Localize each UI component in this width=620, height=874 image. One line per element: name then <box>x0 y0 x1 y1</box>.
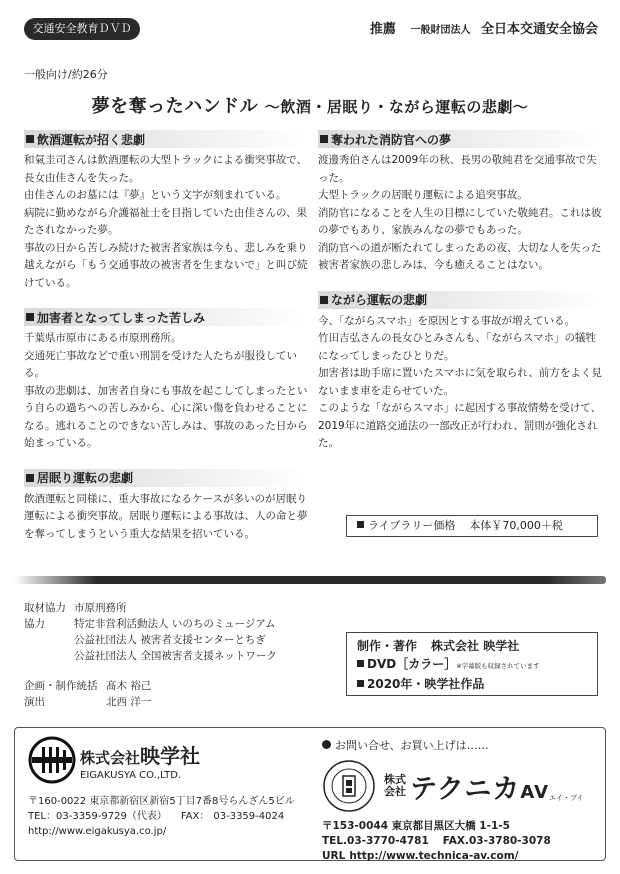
section-heading-text: ながら運転の悲劇 <box>331 293 428 307</box>
price-value: 本体￥70,000＋税 <box>469 519 563 532</box>
paragraph: 千葉県市原市にある市原刑務所。 <box>24 332 182 344</box>
credit-label-spacer <box>24 648 74 664</box>
square-bullet-icon <box>357 680 364 687</box>
paragraph: 飲酒運転と同様に、重大事故になるケースが多いのが居眠り運転による衝突事故。居眠り運転による事故は、人の命と夢を奪ってしまうという重大な結果を招いている。 <box>24 492 308 540</box>
credit-value: 公益社団法人 全国被害者支援ネットワーク <box>74 650 277 662</box>
production-maker <box>357 637 587 655</box>
production-maker-label: 制作・著作 <box>357 639 418 653</box>
recommend-label: 推薦 <box>369 22 396 37</box>
paragraph: 由佳さんのお墓には『夢』という文字が刻まれている。 <box>24 189 287 201</box>
technica-block <box>322 737 602 864</box>
eigakusya-logo-icon <box>28 736 76 784</box>
section-heading-distracted <box>318 291 602 309</box>
paragraph: 和氣圭司さんは飲酒運転の大型トラックによる衝突事故で、長女由佳さんを失った。 <box>24 154 308 184</box>
technica-av-reading: エイ・ブイ <box>549 794 584 802</box>
inquiry-text: お問い合せ、お買い上げは…… <box>335 739 489 752</box>
price-box <box>346 515 598 537</box>
technica-name-av: AV <box>520 781 550 803</box>
paragraph: 病院に勤めながら介護福祉士を目指していた由佳さんの、果たされなかった夢。 <box>24 206 308 236</box>
section-drowsy-driving <box>24 469 308 544</box>
technica-url[interactable]: http://www.technica-av.com/ <box>349 850 519 862</box>
square-bullet-icon <box>357 521 364 528</box>
credit-row <box>24 632 344 648</box>
eigakusya-name-prefix: 株式会社 <box>80 748 141 767</box>
paragraph: 今、「ながらスマホ」を原因とする事故が増えている。 <box>318 314 576 327</box>
eigakusya-phone-line <box>28 809 318 824</box>
bullet-circle-icon <box>322 740 331 749</box>
credit-label: 取材協力 <box>24 602 66 614</box>
format-note: ※字幕版も収録されています <box>456 662 540 670</box>
section-distracted-driving <box>318 291 602 453</box>
section-heading-text: 加害者となってしまった苦しみ <box>37 310 206 325</box>
paragraph: 渡邊秀伯さんは2009年の秋、長男の敬純君を交通事故で失った。 <box>318 154 597 184</box>
paragraph: 消防官への道が断たれてしまったあの夜、大切な人を失った被害者家族の悲しみは、今も癒えることはない。 <box>318 241 602 271</box>
fax-label: FAX. <box>442 835 469 847</box>
section-drunk-driving <box>24 130 308 292</box>
technica-name-main: テクニカ <box>410 773 521 805</box>
credits <box>24 600 344 710</box>
year-text: 2020年・映学社作品 <box>367 677 485 691</box>
section-body <box>318 152 602 275</box>
eigakusya-name-main: 映学社 <box>140 743 201 768</box>
audience-duration: 一般向け/約26分 <box>24 68 108 81</box>
tel-label: TEL. <box>322 835 348 847</box>
price-label: ライブラリー価格 <box>368 519 456 532</box>
credit-label: 演出 <box>24 696 45 708</box>
square-bullet-icon <box>320 296 328 304</box>
credit-label: 協力 <box>24 618 45 630</box>
technica-phone-line <box>322 834 602 849</box>
format-text: DVD［カラー］ <box>367 657 457 671</box>
technica-tel: 03-3770-4781 <box>347 835 429 847</box>
fax-label: FAX： <box>180 811 210 822</box>
credit-row <box>24 616 344 632</box>
section-heading-text: 飲酒運転が招く悲劇 <box>37 132 146 147</box>
section-heading-firefighter <box>318 130 602 148</box>
paragraph: 消防官になることを人生の目標にしていた敬純君。これは彼の夢でもあり、家族みんなの夢でもあった。 <box>318 206 602 236</box>
credit-row <box>24 600 344 616</box>
section-body <box>24 330 308 453</box>
credit-row <box>24 694 344 710</box>
credit-label-spacer <box>24 632 74 648</box>
spacer <box>24 664 344 678</box>
eigakusya-address: 〒160-0022 東京都新宿区新宿5丁目7番8号らんざん5ビル <box>28 796 295 807</box>
technica-fax: 03-3780-3078 <box>468 835 551 847</box>
square-bullet-icon <box>320 135 328 143</box>
section-heading-offender <box>24 308 308 326</box>
section-heading-text: 居眠り運転の悲劇 <box>37 471 134 485</box>
section-body <box>24 152 308 292</box>
square-bullet-icon <box>26 135 34 143</box>
right-column <box>318 130 602 469</box>
technica-name <box>410 767 549 806</box>
credit-row <box>24 678 344 694</box>
eigakusya-fax: 03-3359-4024 <box>213 811 285 822</box>
section-heading-drowsy <box>24 469 308 487</box>
paragraph: 事故の悲劇は、加害者自身にも事故を起こしてしまったという自らの過ちへの苦しみから、心に深い傷を負わせることになる。逃れることのできない苦しみは、事故のあった日から始まっている。 <box>24 384 308 449</box>
page-title <box>0 92 620 118</box>
production-box <box>346 632 598 696</box>
credit-value: 髙木 裕己 <box>106 680 152 692</box>
paragraph: 加害者は助手席に置いたスマホに気を取られ、前方をよく見ないまま車を走らせていた。 <box>318 367 602 397</box>
technica-kabu <box>384 774 406 798</box>
recommend-org: 全日本交通安全協会 <box>480 22 598 37</box>
inquiry-line <box>322 737 602 753</box>
credit-value: 特定非営利活動法人 いのちのミュージアム <box>74 618 276 630</box>
credit-value: 公益社団法人 被害者支援センターとちぎ <box>74 634 266 646</box>
section-firefighter-dream <box>318 130 602 275</box>
square-bullet-icon <box>26 474 34 482</box>
section-offender-suffering <box>24 308 308 453</box>
recommend-org-type: 一般財団法人 <box>410 25 471 36</box>
production-format <box>357 655 587 675</box>
eigakusya-name-en: EIGAKUSYA CO.,LTD. <box>80 769 182 781</box>
technica-kabu-line1: 株式 <box>384 773 406 786</box>
eigakusya-tel: 03-3359-9729（代表） <box>56 811 167 822</box>
square-bullet-icon <box>357 660 364 667</box>
section-heading-text: 奪われた消防官への夢 <box>331 132 452 147</box>
divider-bar <box>14 576 606 584</box>
credit-value: 北西 洋一 <box>106 696 152 708</box>
square-bullet-icon <box>26 313 34 321</box>
eigakusya-name-wrap <box>80 740 200 781</box>
paragraph: 竹田吉弘さんの長女ひとみさんも、「ながらスマホ」の犠牲になってしまったひとりだ。 <box>318 332 597 362</box>
technica-emblem-icon <box>322 759 376 813</box>
tel-label: TEL： <box>28 811 56 822</box>
credit-value: 市原刑務所 <box>74 602 127 614</box>
production-year <box>357 675 587 693</box>
section-heading-drunk-driving <box>24 130 308 148</box>
section-body <box>24 491 308 544</box>
technica-url-line <box>322 849 602 864</box>
technica-address: 〒153-0044 東京都目黒区大橋 1-1-5 <box>322 820 510 832</box>
paragraph: 大型トラックの居眠り運転による追突事故。 <box>318 189 528 201</box>
paragraph: このような「ながらスマホ」に起因する事故情勢を受けて、2019年に道路交通法の一部改正が行われ、罰則が強化された。 <box>318 402 602 449</box>
eigakusya-block <box>28 736 318 839</box>
eigakusya-logo-row <box>28 736 318 784</box>
credit-row <box>24 648 344 664</box>
title-main: 夢を奪ったハンドル <box>91 96 259 117</box>
production-maker-value: 株式会社 映学社 <box>431 639 520 653</box>
technica-kabu-line2: 会社 <box>384 785 406 798</box>
credit-label: 企画・制作統括 <box>24 680 98 692</box>
section-body <box>318 313 602 453</box>
eigakusya-contact <box>28 794 318 839</box>
url-label: URL <box>322 850 346 862</box>
technica-logo-row <box>322 759 602 813</box>
left-column <box>24 130 308 559</box>
title-subtitle: ～飲酒・居眠り・ながら運転の悲劇～ <box>264 98 529 116</box>
eigakusya-url[interactable]: http://www.eigakusya.co.jp/ <box>28 826 167 837</box>
series-badge: 交通安全教育ＤＶＤ <box>24 18 140 40</box>
eigakusya-name <box>80 740 200 769</box>
paragraph: 事故の日から苦しみ続けた被害者家族は今も、悲しみを乗り越えながら「もう交通事故の被害者を生まないで」と叫び続けている。 <box>24 241 308 289</box>
technica-contact <box>322 819 602 864</box>
recommendation <box>370 18 598 37</box>
paragraph: 交通死亡事故などで重い刑罰を受けた人たちが服役している。 <box>24 349 297 379</box>
